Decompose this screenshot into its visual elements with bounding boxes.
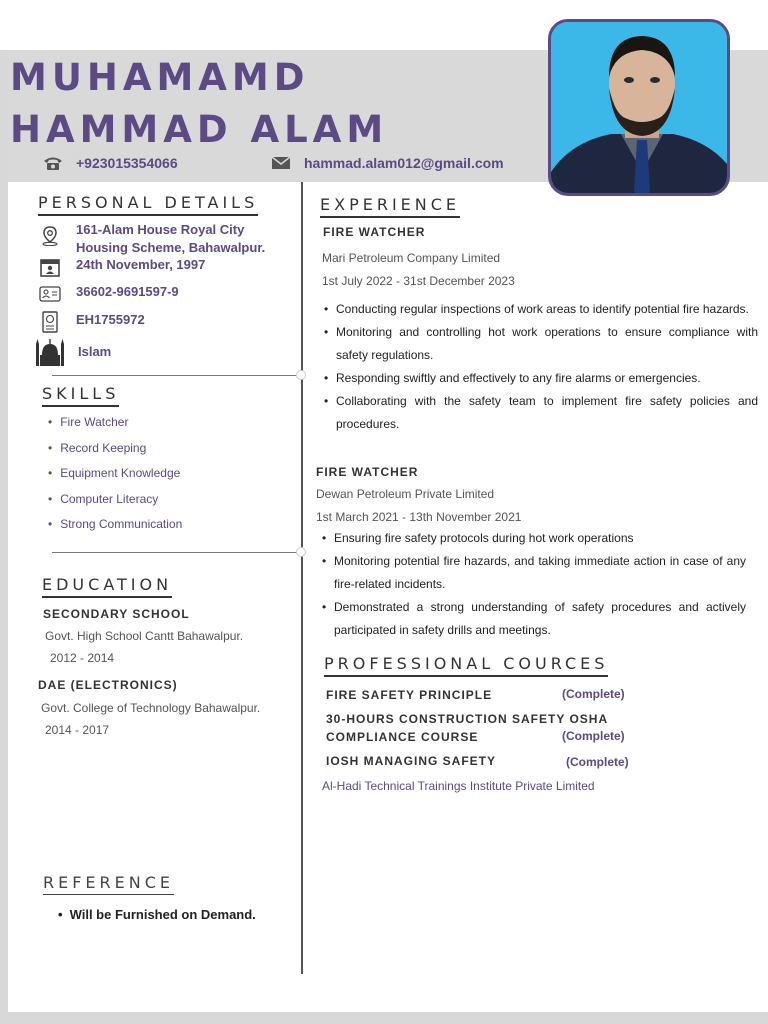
profile-photo	[548, 19, 730, 196]
course-name: IOSH MANAGING SAFETY	[326, 754, 497, 768]
religion-row	[34, 338, 111, 366]
column-divider	[301, 182, 303, 974]
experience-title: EXPERIENCE	[320, 195, 460, 218]
job-period: 1st July 2022 - 31st December 2023	[322, 274, 515, 288]
passport-row	[38, 311, 145, 333]
job-role: FIRE WATCHER	[323, 225, 426, 239]
list-item: • Equipment Knowledge	[48, 461, 182, 487]
list-item: • Responding swiftly and effectively to any fire alarms or emergencies.	[322, 367, 758, 390]
list-item: • Fire Watcher	[48, 410, 182, 436]
id-card-icon	[38, 283, 62, 305]
list-item: • Ensuring fire safety protocols during hot work operations	[320, 527, 746, 550]
address-line-1: 161-Alam House Royal City	[76, 222, 245, 237]
cnic-number: 36602-9691597-9	[76, 284, 179, 299]
divider-skills	[52, 375, 300, 376]
education-institute: Govt. College of Technology Bahawalpur.	[41, 701, 261, 715]
address-row	[38, 221, 265, 257]
email-contact	[270, 155, 504, 171]
dob-row	[38, 256, 205, 278]
list-item: • Strong Communication	[48, 512, 182, 538]
candidate-name	[10, 52, 388, 156]
name-line-2: HAMMAD ALAM	[10, 108, 389, 151]
bottom-band	[0, 1012, 768, 1024]
education-years: 2014 - 2017	[45, 723, 110, 737]
skills-list	[48, 410, 182, 538]
personal-details-title: PERSONAL DETAILS	[38, 193, 258, 216]
mail-icon	[270, 155, 292, 171]
list-item: • Monitoring potential fire hazards, and taking immediate action in case of any fire-related incidents.	[320, 550, 746, 596]
job-role: FIRE WATCHER	[316, 465, 419, 479]
date-of-birth: 24th November, 1997	[76, 257, 206, 272]
education-title: EDUCATION	[42, 575, 172, 598]
course-name: FIRE SAFETY PRINCIPLE	[326, 688, 493, 702]
passport-number: EH1755972	[76, 312, 145, 327]
course-status: (Complete)	[562, 729, 625, 743]
education-years: 2012 - 2014	[50, 651, 115, 665]
education-institute: Govt. High School Cantt Bahawalpur.	[45, 629, 244, 643]
job-company: Dewan Petroleum Private Limited	[316, 487, 495, 501]
phone-number[interactable]: +923015354066	[76, 155, 178, 171]
job-duties	[322, 298, 758, 436]
course-status: (Complete)	[562, 687, 625, 701]
skills-title: SKILLS	[42, 384, 119, 407]
name-line-1: MUHAMAMD	[10, 56, 310, 99]
course-name: 30-HOURS CONSTRUCTION SAFETY OSHA COMPLIANCE COURSE	[326, 712, 609, 744]
phone-icon	[42, 155, 64, 171]
list-item: • Conducting regular inspections of work areas to identify potential fire hazards.	[322, 298, 758, 321]
calendar-icon	[38, 256, 62, 278]
location-icon	[38, 225, 62, 247]
job-period: 1st March 2021 - 13th November 2021	[316, 510, 522, 524]
divider-education	[52, 552, 300, 553]
divider-dot	[296, 370, 306, 380]
job-duties	[320, 527, 746, 642]
reference-title: REFERENCE	[43, 873, 174, 895]
religion: Islam	[78, 344, 112, 359]
left-stripe	[0, 50, 8, 1024]
education-degree: DAE (ELECTRONICS)	[38, 678, 178, 692]
list-item: • Computer Literacy	[48, 487, 182, 513]
education-degree: SECONDARY SCHOOL	[43, 607, 190, 621]
list-item: • Monitoring and controlling hot work operations to ensure compliance with safety regulations.	[322, 321, 758, 367]
email-address[interactable]: hammad.alam012@gmail.com	[304, 155, 504, 171]
course-status: (Complete)	[566, 755, 629, 769]
job-company: Mari Petroleum Company Limited	[322, 251, 501, 265]
courses-title: PROFESSIONAL COURCES	[324, 654, 608, 677]
course-institute: Al-Hadi Technical Trainings Institute Private Limited	[322, 779, 595, 793]
mosque-icon	[34, 338, 66, 366]
reference-text: • Will be Furnished on Demand.	[58, 907, 256, 922]
list-item: • Collaborating with the safety team to implement fire safety policies and procedures.	[322, 390, 758, 436]
list-item: • Record Keeping	[48, 436, 182, 462]
address-line-2: Housing Scheme, Bahawalpur.	[76, 240, 266, 255]
list-item: • Demonstrated a strong understanding of safety procedures and actively participated in safety drills and meetings.	[320, 596, 746, 642]
divider-dot	[296, 547, 306, 557]
passport-icon	[38, 311, 62, 333]
phone-contact	[42, 155, 178, 171]
cnic-row	[38, 283, 179, 305]
